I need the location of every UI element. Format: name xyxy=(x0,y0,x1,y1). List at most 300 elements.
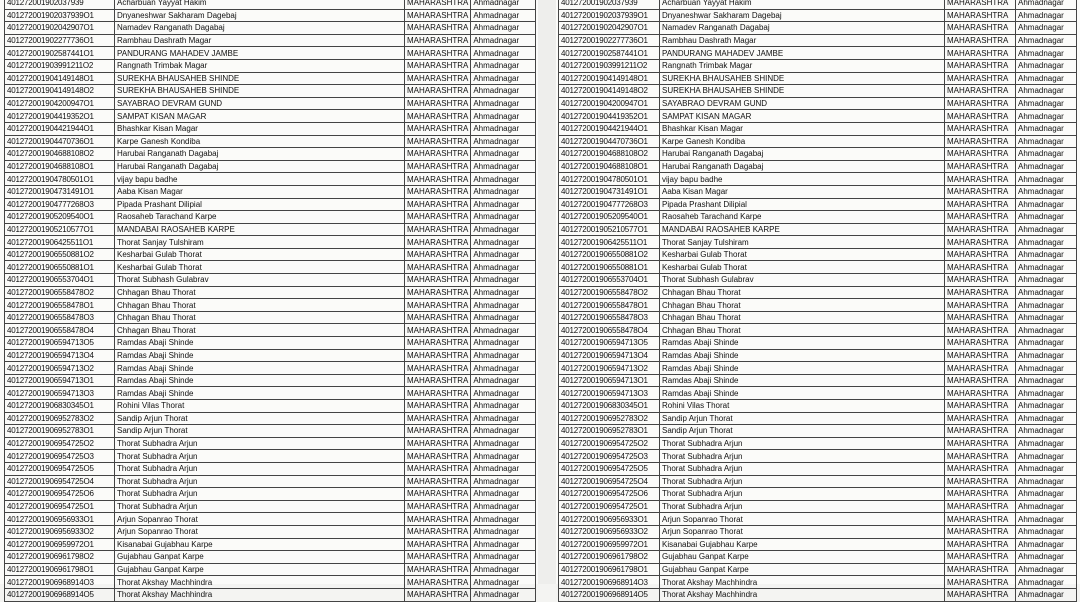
id-cell: 401272001905209540O1 xyxy=(559,211,660,224)
name-cell: Kesharbai Gulab Thorat xyxy=(115,261,405,274)
id-cell: 401272001906968914O3 xyxy=(559,576,660,589)
table-row xyxy=(5,135,536,148)
id-cell: 401272001906558478O4 xyxy=(5,324,115,337)
id-cell: 401272001906968914O3 xyxy=(5,576,115,589)
state-cell: MAHARASHTRA xyxy=(405,311,471,324)
state-cell: MAHARASHTRA xyxy=(405,374,471,387)
table-row xyxy=(5,525,536,538)
name-cell: Gujabhau Ganpat Karpe xyxy=(115,551,405,564)
state-cell: MAHARASHTRA xyxy=(405,160,471,173)
table-row xyxy=(559,198,1077,211)
id-cell: 401272001906952783O1 xyxy=(5,425,115,438)
state-cell: MAHARASHTRA xyxy=(945,0,1016,9)
name-cell: Aaba Kisan Magar xyxy=(115,185,405,198)
district-cell: Ahmadnagar xyxy=(471,97,536,110)
id-cell: 401272001905209540O1 xyxy=(5,211,115,224)
state-cell: MAHARASHTRA xyxy=(945,248,1016,261)
name-cell: Thorat Akshay Machhindra xyxy=(660,576,945,589)
table-row xyxy=(5,110,536,123)
district-cell: Ahmadnagar xyxy=(1016,236,1077,249)
state-cell: MAHARASHTRA xyxy=(405,286,471,299)
id-cell: 401272001906954725O3 xyxy=(5,450,115,463)
district-cell: Ahmadnagar xyxy=(1016,475,1077,488)
district-cell: Ahmadnagar xyxy=(471,248,536,261)
table-row xyxy=(559,0,1077,9)
state-cell: MAHARASHTRA xyxy=(405,513,471,526)
state-cell: MAHARASHTRA xyxy=(945,513,1016,526)
district-cell: Ahmadnagar xyxy=(1016,576,1077,589)
district-cell: Ahmadnagar xyxy=(1016,462,1077,475)
name-cell: Ramdas Abaji Shinde xyxy=(660,337,945,350)
id-cell: 401272001904731491O1 xyxy=(559,185,660,198)
table-row xyxy=(5,412,536,425)
name-cell: SAYABRAO DEVRAM GUND xyxy=(660,97,945,110)
district-cell: Ahmadnagar xyxy=(471,122,536,135)
table-row xyxy=(559,437,1077,450)
id-cell: 401272001904149148O2 xyxy=(5,85,115,98)
id-cell: 401272001904731491O1 xyxy=(5,185,115,198)
district-cell: Ahmadnagar xyxy=(471,299,536,312)
state-cell: MAHARASHTRA xyxy=(405,475,471,488)
id-cell: 401272001906956933O2 xyxy=(559,525,660,538)
table-row xyxy=(559,22,1077,35)
name-cell: Harubai Ranganath Dagabaj xyxy=(660,160,945,173)
state-cell: MAHARASHTRA xyxy=(945,236,1016,249)
name-cell: Raosaheb Tarachand Karpe xyxy=(115,211,405,224)
name-cell: Thorat Akshay Machhindra xyxy=(660,588,945,601)
name-cell: Kesharbai Gulab Thorat xyxy=(660,261,945,274)
district-cell: Ahmadnagar xyxy=(1016,525,1077,538)
name-cell: Namadev Ranganath Dagabaj xyxy=(660,22,945,35)
state-cell: MAHARASHTRA xyxy=(945,551,1016,564)
id-cell: 401272001906550881O1 xyxy=(559,261,660,274)
table-row xyxy=(5,450,536,463)
table-row xyxy=(559,374,1077,387)
table-row xyxy=(5,400,536,413)
table-row xyxy=(5,85,536,98)
district-cell: Ahmadnagar xyxy=(1016,425,1077,438)
name-cell: Chhagan Bhau Thorat xyxy=(660,311,945,324)
state-cell: MAHARASHTRA xyxy=(405,299,471,312)
district-cell: Ahmadnagar xyxy=(471,160,536,173)
district-cell: Ahmadnagar xyxy=(471,236,536,249)
district-cell: Ahmadnagar xyxy=(471,311,536,324)
table-row xyxy=(5,211,536,224)
state-cell: MAHARASHTRA xyxy=(405,500,471,513)
name-cell: Thorat Sanjay Tulshiram xyxy=(660,236,945,249)
name-cell: Bhashkar Kisan Magar xyxy=(660,122,945,135)
district-cell: Ahmadnagar xyxy=(471,324,536,337)
state-cell: MAHARASHTRA xyxy=(405,85,471,98)
state-cell: MAHARASHTRA xyxy=(945,525,1016,538)
name-cell: Harubai Ranganath Dagabaj xyxy=(115,148,405,161)
id-cell: 401272001903991211O2 xyxy=(5,59,115,72)
name-cell: Acharbuan Yayyat Hakim xyxy=(660,0,945,9)
name-cell: PANDURANG MAHADEV JAMBE xyxy=(660,47,945,60)
state-cell: MAHARASHTRA xyxy=(405,34,471,47)
district-cell: Ahmadnagar xyxy=(471,349,536,362)
table-row xyxy=(559,362,1077,375)
name-cell: Thorat Subhadra Arjun xyxy=(115,475,405,488)
state-cell: MAHARASHTRA xyxy=(405,576,471,589)
name-cell: Sandip Arjun Thorat xyxy=(660,412,945,425)
name-cell: Thorat Akshay Machhindra xyxy=(115,588,405,601)
name-cell: Thorat Subhadra Arjun xyxy=(115,437,405,450)
district-cell: Ahmadnagar xyxy=(471,72,536,85)
name-cell: PANDURANG MAHADEV JAMBE xyxy=(115,47,405,60)
name-cell: vijay bapu badhe xyxy=(660,173,945,186)
name-cell: Ramdas Abaji Shinde xyxy=(115,349,405,362)
table-row xyxy=(559,248,1077,261)
district-cell: Ahmadnagar xyxy=(1016,248,1077,261)
state-cell: MAHARASHTRA xyxy=(405,551,471,564)
name-cell: Rohini Vilas Thorat xyxy=(660,400,945,413)
table-row xyxy=(5,9,536,22)
state-cell: MAHARASHTRA xyxy=(405,462,471,475)
table-row xyxy=(559,450,1077,463)
district-cell: Ahmadnagar xyxy=(1016,122,1077,135)
table-row xyxy=(559,349,1077,362)
table-row xyxy=(559,475,1077,488)
id-cell: 401272001906968914O5 xyxy=(5,588,115,601)
name-cell: MANDABAI RAOSAHEB KARPE xyxy=(115,223,405,236)
table-row xyxy=(5,97,536,110)
table-row xyxy=(559,299,1077,312)
district-cell: Ahmadnagar xyxy=(1016,223,1077,236)
id-cell: 401272001906952783O1 xyxy=(559,425,660,438)
district-cell: Ahmadnagar xyxy=(1016,274,1077,287)
id-cell: 401272001904688108O1 xyxy=(5,160,115,173)
table-row xyxy=(559,538,1077,551)
id-cell: 401272001906959972O1 xyxy=(559,538,660,551)
name-cell: Dnyaneshwar Sakharam Dagebaj xyxy=(115,9,405,22)
id-cell: 401272001906558478O4 xyxy=(559,324,660,337)
id-cell: 401272001906594713O1 xyxy=(559,374,660,387)
district-cell: Ahmadnagar xyxy=(1016,538,1077,551)
district-cell: Ahmadnagar xyxy=(471,488,536,501)
id-cell: 401272001906956933O2 xyxy=(5,525,115,538)
name-cell: Chhagan Bhau Thorat xyxy=(115,286,405,299)
district-cell: Ahmadnagar xyxy=(471,135,536,148)
table-row xyxy=(559,576,1077,589)
name-cell: Harubai Ranganath Dagabaj xyxy=(115,160,405,173)
district-cell: Ahmadnagar xyxy=(471,362,536,375)
district-cell: Ahmadnagar xyxy=(1016,488,1077,501)
name-cell: Chhagan Bhau Thorat xyxy=(115,311,405,324)
name-cell: SAYABRAO DEVRAM GUND xyxy=(115,97,405,110)
district-cell: Ahmadnagar xyxy=(471,400,536,413)
table-row xyxy=(559,9,1077,22)
id-cell: 401272001906550881O1 xyxy=(5,261,115,274)
state-cell: MAHARASHTRA xyxy=(405,337,471,350)
district-cell: Ahmadnagar xyxy=(1016,135,1077,148)
name-cell: Chhagan Bhau Thorat xyxy=(115,324,405,337)
name-cell: Thorat Subhadra Arjun xyxy=(660,437,945,450)
table-row xyxy=(5,286,536,299)
id-cell: 401272001906954725O3 xyxy=(559,450,660,463)
name-cell: Chhagan Bhau Thorat xyxy=(660,286,945,299)
name-cell: MANDABAI RAOSAHEB KARPE xyxy=(660,223,945,236)
state-cell: MAHARASHTRA xyxy=(405,122,471,135)
table-row xyxy=(5,588,536,601)
state-cell: MAHARASHTRA xyxy=(405,47,471,60)
table-row xyxy=(559,400,1077,413)
district-cell: Ahmadnagar xyxy=(1016,211,1077,224)
name-cell: Karpe Ganesh Kondiba xyxy=(115,135,405,148)
state-cell: MAHARASHTRA xyxy=(945,160,1016,173)
district-cell: Ahmadnagar xyxy=(471,286,536,299)
id-cell: 401272001906553704O1 xyxy=(559,274,660,287)
state-cell: MAHARASHTRA xyxy=(405,198,471,211)
state-cell: MAHARASHTRA xyxy=(945,488,1016,501)
state-cell: MAHARASHTRA xyxy=(945,34,1016,47)
table-row xyxy=(5,513,536,526)
id-cell: 401272001906954725O1 xyxy=(5,500,115,513)
name-cell: SUREKHA BHAUSAHEB SHINDE xyxy=(660,72,945,85)
id-cell: 401272001906954725O5 xyxy=(559,462,660,475)
state-cell: MAHARASHTRA xyxy=(405,211,471,224)
district-cell: Ahmadnagar xyxy=(471,374,536,387)
state-cell: MAHARASHTRA xyxy=(405,324,471,337)
district-cell: Ahmadnagar xyxy=(471,576,536,589)
name-cell: Thorat Subhadra Arjun xyxy=(660,488,945,501)
id-cell: 401272001906425511O1 xyxy=(5,236,115,249)
table-row xyxy=(5,538,536,551)
name-cell: SAMPAT KISAN MAGAR xyxy=(660,110,945,123)
name-cell: Sandip Arjun Thorat xyxy=(660,425,945,438)
district-cell: Ahmadnagar xyxy=(471,450,536,463)
table-row xyxy=(559,500,1077,513)
state-cell: MAHARASHTRA xyxy=(945,311,1016,324)
id-cell: 401272001906594713O3 xyxy=(5,387,115,400)
table-row xyxy=(559,160,1077,173)
id-cell: 401272001904777268O3 xyxy=(559,198,660,211)
id-cell: 401272001906956933O1 xyxy=(559,513,660,526)
state-cell: MAHARASHTRA xyxy=(405,588,471,601)
district-cell: Ahmadnagar xyxy=(471,110,536,123)
state-cell: MAHARASHTRA xyxy=(405,72,471,85)
district-cell: Ahmadnagar xyxy=(1016,286,1077,299)
state-cell: MAHARASHTRA xyxy=(405,261,471,274)
state-cell: MAHARASHTRA xyxy=(945,299,1016,312)
id-cell: 401272001906830345O1 xyxy=(5,400,115,413)
district-cell: Ahmadnagar xyxy=(1016,59,1077,72)
table-row xyxy=(5,311,536,324)
table-row xyxy=(5,22,536,35)
document-page-left xyxy=(0,0,538,600)
state-cell: MAHARASHTRA xyxy=(945,148,1016,161)
state-cell: MAHARASHTRA xyxy=(945,362,1016,375)
state-cell: MAHARASHTRA xyxy=(945,500,1016,513)
district-cell: Ahmadnagar xyxy=(1016,437,1077,450)
id-cell: 401272001904780501O1 xyxy=(559,173,660,186)
district-cell: Ahmadnagar xyxy=(471,588,536,601)
name-cell: Arjun Sopanrao Thorat xyxy=(660,513,945,526)
district-cell: Ahmadnagar xyxy=(1016,362,1077,375)
state-cell: MAHARASHTRA xyxy=(405,274,471,287)
table-row xyxy=(5,274,536,287)
district-cell: Ahmadnagar xyxy=(471,223,536,236)
district-cell: Ahmadnagar xyxy=(1016,173,1077,186)
table-row xyxy=(559,59,1077,72)
id-cell: 401272001906954725O4 xyxy=(559,475,660,488)
name-cell: Karpe Ganesh Kondiba xyxy=(660,135,945,148)
table-row xyxy=(559,551,1077,564)
state-cell: MAHARASHTRA xyxy=(945,324,1016,337)
table-row xyxy=(559,488,1077,501)
state-cell: MAHARASHTRA xyxy=(945,462,1016,475)
table-row xyxy=(559,311,1077,324)
id-cell: 401272001906830345O1 xyxy=(559,400,660,413)
district-cell: Ahmadnagar xyxy=(1016,110,1077,123)
name-cell: Thorat Akshay Machhindra xyxy=(115,576,405,589)
id-cell: 401272001904149148O1 xyxy=(559,72,660,85)
name-cell: Sandip Arjun Thorat xyxy=(115,425,405,438)
id-cell: 401272001905210577O1 xyxy=(559,223,660,236)
state-cell: MAHARASHTRA xyxy=(945,475,1016,488)
table-row xyxy=(5,563,536,576)
district-cell: Ahmadnagar xyxy=(1016,412,1077,425)
district-cell: Ahmadnagar xyxy=(471,425,536,438)
name-cell: Acharbuan Yayyat Hakim xyxy=(115,0,405,9)
name-cell: Pipada Prashant Dilipial xyxy=(660,198,945,211)
district-cell: Ahmadnagar xyxy=(1016,337,1077,350)
table-row xyxy=(5,437,536,450)
name-cell: Bhashkar Kisan Magar xyxy=(115,122,405,135)
id-cell: 401272001904421944O1 xyxy=(5,122,115,135)
state-cell: MAHARASHTRA xyxy=(945,110,1016,123)
district-cell: Ahmadnagar xyxy=(471,563,536,576)
id-cell: 401272001906954725O2 xyxy=(5,437,115,450)
state-cell: MAHARASHTRA xyxy=(945,412,1016,425)
name-cell: Thorat Subhadra Arjun xyxy=(115,488,405,501)
state-cell: MAHARASHTRA xyxy=(405,525,471,538)
district-cell: Ahmadnagar xyxy=(1016,47,1077,60)
id-cell: 401272001904149148O1 xyxy=(5,72,115,85)
name-cell: Ramdas Abaji Shinde xyxy=(660,387,945,400)
name-cell: Ramdas Abaji Shinde xyxy=(115,387,405,400)
name-cell: Thorat Subhash Gulabrav xyxy=(660,274,945,287)
name-cell: Thorat Subhadra Arjun xyxy=(115,500,405,513)
table-row xyxy=(559,148,1077,161)
name-cell: Ramdas Abaji Shinde xyxy=(660,374,945,387)
id-cell: 401272001902587441O1 xyxy=(5,47,115,60)
district-cell: Ahmadnagar xyxy=(471,500,536,513)
state-cell: MAHARASHTRA xyxy=(945,576,1016,589)
state-cell: MAHARASHTRA xyxy=(945,72,1016,85)
table-row xyxy=(559,563,1077,576)
district-cell: Ahmadnagar xyxy=(471,525,536,538)
table-row xyxy=(5,47,536,60)
table-row xyxy=(559,211,1077,224)
name-cell: Thorat Subhadra Arjun xyxy=(660,475,945,488)
name-cell: Ramdas Abaji Shinde xyxy=(660,349,945,362)
table-row xyxy=(5,248,536,261)
state-cell: MAHARASHTRA xyxy=(945,538,1016,551)
name-cell: Chhagan Bhau Thorat xyxy=(660,324,945,337)
name-cell: Thorat Subhadra Arjun xyxy=(660,450,945,463)
id-cell: 401272001906961798O1 xyxy=(5,563,115,576)
table-row xyxy=(559,513,1077,526)
state-cell: MAHARASHTRA xyxy=(945,223,1016,236)
district-cell: Ahmadnagar xyxy=(1016,500,1077,513)
district-cell: Ahmadnagar xyxy=(471,34,536,47)
name-cell: Kisanabai Gujabhau Karpe xyxy=(660,538,945,551)
id-cell: 401272001906594713O3 xyxy=(559,387,660,400)
district-cell: Ahmadnagar xyxy=(471,22,536,35)
state-cell: MAHARASHTRA xyxy=(405,412,471,425)
table-row xyxy=(5,299,536,312)
district-cell: Ahmadnagar xyxy=(1016,97,1077,110)
name-cell: Rangnath Trimbak Magar xyxy=(115,59,405,72)
name-cell: Aaba Kisan Magar xyxy=(660,185,945,198)
id-cell: 401272001906961798O2 xyxy=(5,551,115,564)
table-row xyxy=(5,425,536,438)
district-cell: Ahmadnagar xyxy=(1016,299,1077,312)
state-cell: MAHARASHTRA xyxy=(405,437,471,450)
state-cell: MAHARASHTRA xyxy=(405,22,471,35)
name-cell: Gujabhau Ganpat Karpe xyxy=(660,551,945,564)
table-row xyxy=(559,236,1077,249)
table-row xyxy=(5,337,536,350)
table-row xyxy=(559,223,1077,236)
id-cell: 401272001902037939O1 xyxy=(559,9,660,22)
district-cell: Ahmadnagar xyxy=(471,148,536,161)
district-cell: Ahmadnagar xyxy=(471,0,536,9)
district-cell: Ahmadnagar xyxy=(1016,160,1077,173)
state-cell: MAHARASHTRA xyxy=(405,488,471,501)
id-cell: 401272001906558478O1 xyxy=(5,299,115,312)
name-cell: Kisanabai Gujabhau Karpe xyxy=(115,538,405,551)
table-row xyxy=(5,462,536,475)
name-cell: Rohini Vilas Thorat xyxy=(115,400,405,413)
name-cell: Gujabhau Ganpat Karpe xyxy=(660,563,945,576)
id-cell: 401272001906956933O1 xyxy=(5,513,115,526)
id-cell: 401272001903991211O2 xyxy=(559,59,660,72)
name-cell: Ramdas Abaji Shinde xyxy=(660,362,945,375)
beneficiary-table-right xyxy=(558,0,1077,602)
district-cell: Ahmadnagar xyxy=(1016,34,1077,47)
district-cell: Ahmadnagar xyxy=(1016,0,1077,9)
table-row xyxy=(5,160,536,173)
id-cell: 401272001906594713O4 xyxy=(5,349,115,362)
state-cell: MAHARASHTRA xyxy=(405,223,471,236)
id-cell: 401272001906952783O2 xyxy=(559,412,660,425)
state-cell: MAHARASHTRA xyxy=(945,437,1016,450)
table-row xyxy=(559,337,1077,350)
state-cell: MAHARASHTRA xyxy=(405,0,471,9)
name-cell: Rambhau Dashrath Magar xyxy=(115,34,405,47)
name-cell: Kesharbai Gulab Thorat xyxy=(115,248,405,261)
table-row xyxy=(559,110,1077,123)
state-cell: MAHARASHTRA xyxy=(945,97,1016,110)
id-cell: 401272001906594713O2 xyxy=(559,362,660,375)
district-cell: Ahmadnagar xyxy=(471,211,536,224)
id-cell: 401272001904419352O1 xyxy=(559,110,660,123)
state-cell: MAHARASHTRA xyxy=(945,337,1016,350)
district-cell: Ahmadnagar xyxy=(1016,185,1077,198)
id-cell: 401272001906553704O1 xyxy=(5,274,115,287)
state-cell: MAHARASHTRA xyxy=(405,236,471,249)
state-cell: MAHARASHTRA xyxy=(945,425,1016,438)
id-cell: 401272001904777268O3 xyxy=(5,198,115,211)
table-row xyxy=(559,387,1077,400)
id-cell: 401272001904149148O2 xyxy=(559,85,660,98)
table-row xyxy=(559,286,1077,299)
district-cell: Ahmadnagar xyxy=(1016,198,1077,211)
state-cell: MAHARASHTRA xyxy=(405,148,471,161)
id-cell: 401272001905210577O1 xyxy=(5,223,115,236)
